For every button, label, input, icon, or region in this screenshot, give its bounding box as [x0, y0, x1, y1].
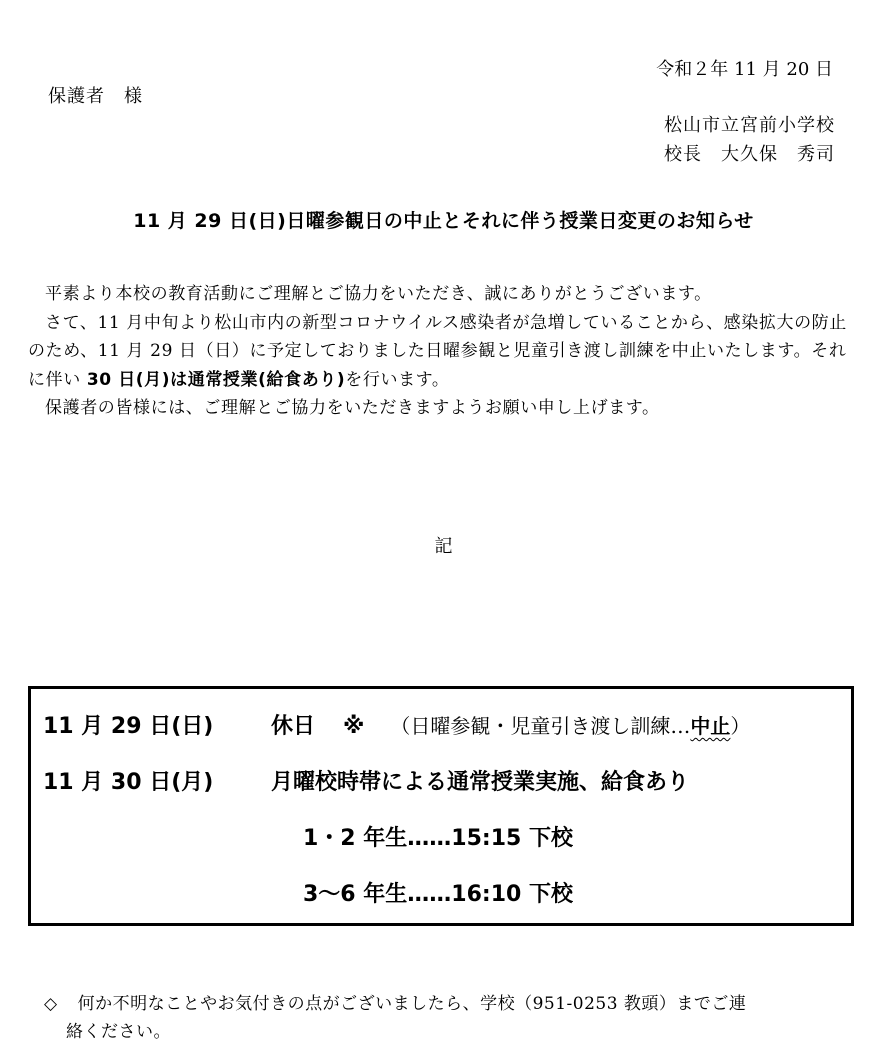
contact-line-2: 絡ください。: [66, 1022, 171, 1042]
note-mark: ※: [343, 714, 365, 739]
diamond-bullet-icon: ◇: [44, 994, 58, 1014]
recipient: 保護者 様: [48, 86, 143, 107]
schedule-date: 11 月 30 日(月): [43, 770, 214, 795]
contact-note: [44, 990, 860, 1046]
ki-heading: 記: [434, 536, 453, 557]
cancellation-note-close: ）: [730, 714, 751, 738]
schedule-description: [271, 709, 750, 740]
dismissal-grade-1-2: 1・2 年生……15:15 下校: [303, 826, 573, 851]
schedule-description: 月曜校時帯による通常授業実施、給食あり: [271, 770, 690, 795]
contact-text: 何か不明なことやお気付きの点がございましたら、学校（951-0253 教頭）までご連: [77, 994, 747, 1014]
body-paragraph-3: 保護者の皆様には、ご理解とご協力をいただきますようお願い申し上げます。: [45, 398, 660, 418]
sender-school: 松山市立宮前小学校: [664, 115, 835, 136]
sender-principal: 校長 大久保 秀司: [664, 144, 835, 165]
body-paragraph-2-tail: を行います。: [345, 369, 450, 390]
document-title: 11 月 29 日(日)日曜参観日の中止とそれに伴う授業日変更のお知らせ: [133, 210, 754, 232]
contact-line-1: [44, 990, 860, 1018]
body-text: [28, 280, 860, 423]
cancelled-label: 中止: [690, 714, 731, 738]
cancellation-note-text: （日曜参観・児童引き渡し訓練…: [390, 714, 691, 738]
schedule-date: 11 月 29 日(日): [43, 714, 214, 739]
cancellation-note: [390, 714, 750, 738]
schedule-box: [28, 686, 854, 926]
body-paragraph-1: 平素より本校の教育活動にご理解とご協力をいただき、誠にありがとうございます。: [45, 284, 712, 304]
body-paragraph-2-text: さて、11 月中旬より松山市内の新型コロナウイルス感染者が急増していることから、感染拡大の防止のため、11 月 29 日（日）に予定しておりました日曜参観と児童引き渡し訓練を中止いたします。それに伴い: [28, 312, 847, 390]
dismissal-grade-3-6: 3～6 年生……16:10 下校: [303, 882, 573, 907]
body-paragraph-2-emphasis: 30 日(月)は通常授業(給食あり): [86, 369, 346, 390]
document-date: 令和２年 11 月 20 日: [656, 59, 833, 80]
holiday-label: 休日: [271, 714, 316, 739]
body-paragraph-2: [28, 309, 860, 395]
